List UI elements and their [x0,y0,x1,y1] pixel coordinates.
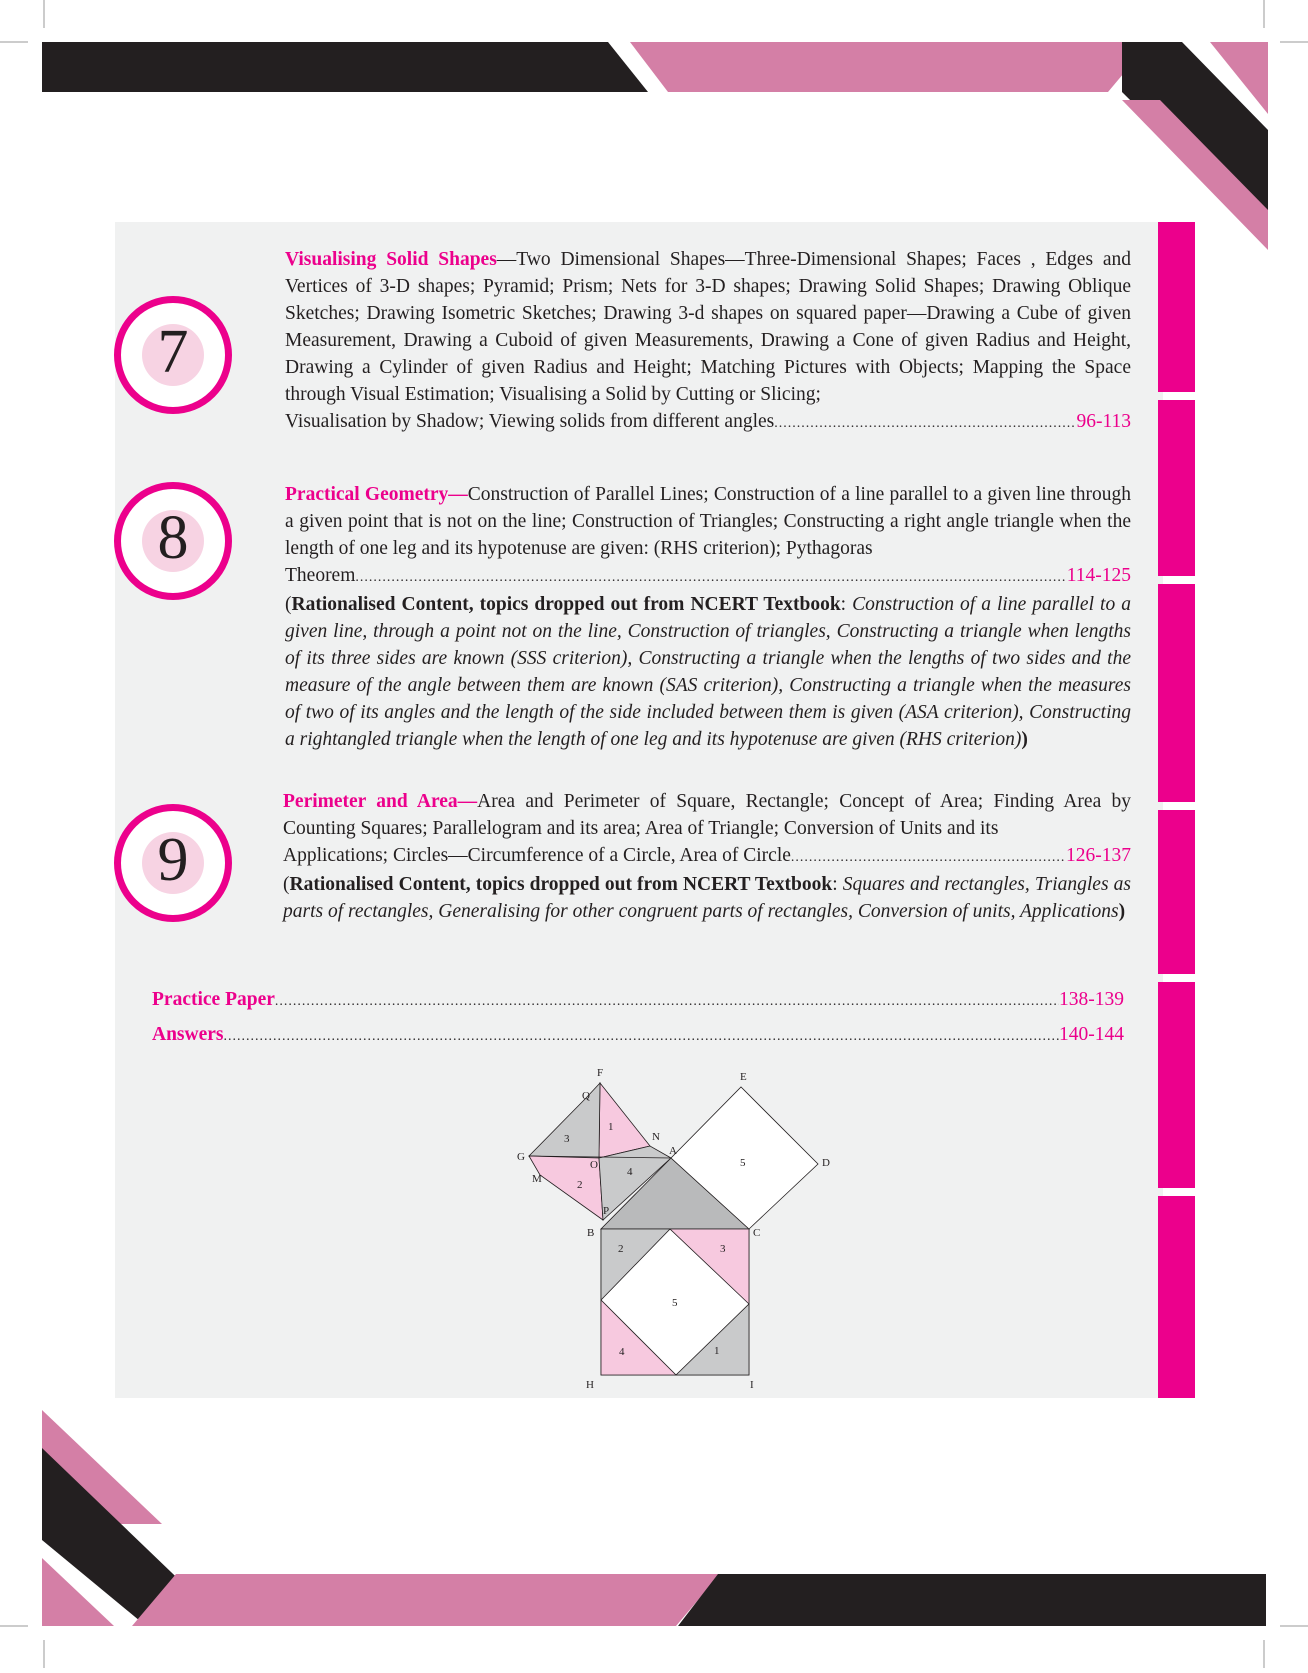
note-label: Rationalised Content, topics dropped out from NCERT Textbook [289,874,833,895]
label-n: N [652,1131,660,1143]
note-text: Construction of a line parallel to a given line, through a point not on the line, Construction of triangles, Constructing a triangle when lengths of its three sides are known (SSS criterion), Constructing a triangle when the lengths of two sides and the measure of the angle between them are known (SAS criterion), Constructing a triangle when the measures of two of its angles and the length of the side included between them is given (ASA criterion), Constructing a rightangled triangle when the length of one leg and its hypotenuse are given (RHS criterion) [285,594,1131,750]
label-h: H [586,1379,594,1391]
top-banner-pink [630,42,1150,92]
piece-number: 4 [619,1346,625,1358]
label-f: F [597,1067,604,1079]
label-p: P [603,1205,610,1217]
chapter-number-badge [114,482,232,600]
note-close: ) [1118,901,1126,922]
chapter-topics: Two Dimensional Shapes—Three-Dimensional Shapes; Faces , Edges and Vertices of 3-D shapes; Pyramid; Prism; Nets for 3-D shapes; Drawing Solid Shapes; Drawing Oblique Sketches; Drawing Isometric Sketches; Drawing 3-d shapes on squared paper—Drawing a Cube of given Measurement, Drawing a Cuboid of given Measurements, Drawing a Cone of given Radius and Height, Drawing a Cylinder of given Radius and Height; Matching Pictures with Objects; Mapping the Space through Visual Estimation; Visualising a Solid by Cutting or Slicing; [285,249,1131,405]
page-range[interactable]: 126-137 [1066,845,1131,866]
piece-number: 5 [672,1297,678,1309]
rationalised-note [283,871,1131,925]
piece-number: 1 [714,1345,720,1357]
note-label: Rationalised Content, topics dropped out from NCERT Textbook [291,594,841,615]
note-text: Squares and rectangles, Triangles as parts of rectangles, Generalising for other congruent parts of rectangles, Conversion of units, Applications [283,874,1131,922]
chapter-topics-last: Theorem [285,565,356,586]
top-banner-dark [42,42,648,92]
chapter-entry[interactable] [283,788,1131,925]
piece-number: 4 [627,1166,633,1178]
leader-dots [275,988,1059,1015]
label-b: B [587,1227,595,1239]
toc-entry-title[interactable]: Practice Paper [152,989,275,1010]
side-tab [1158,810,1195,974]
chapter-topics-last: Visualisation by Shadow; Viewing solids from different angles [285,411,775,432]
label-m: M [532,1173,542,1185]
toc-entry-title[interactable]: Answers [152,1024,224,1045]
chapter-title[interactable]: Perimeter and Area— [283,791,478,812]
piece-number: 2 [577,1179,583,1191]
piece-number: 3 [720,1243,726,1255]
chapter-entry[interactable] [285,481,1131,753]
chapter-number: 9 [157,826,189,894]
page-range[interactable]: 114-125 [1066,565,1131,586]
side-tab [1158,584,1195,802]
note-open: ( [283,874,290,895]
page-ref-line [285,408,1131,437]
note-open: ( [285,594,292,615]
chapter-number: 7 [157,318,189,386]
piece-number: 1 [608,1121,614,1133]
rationalised-note [285,591,1131,753]
label-i: I [750,1379,754,1391]
toc-entry-practice-paper[interactable] [152,986,1124,1015]
page-range[interactable]: 140-144 [1059,1024,1124,1045]
piece-number: 5 [740,1157,746,1169]
chapter-number: 8 [157,504,189,572]
side-tab [1158,222,1195,392]
piece-number: 3 [564,1133,570,1145]
label-g: G [517,1151,525,1163]
note-colon: : [840,594,853,615]
toc-entry-answers[interactable] [152,1021,1124,1050]
label-o: O [590,1159,598,1171]
title-separator: — [496,249,517,270]
pythagoras-diagram [500,1060,860,1400]
bottom-banner [0,1400,1308,1668]
page-range[interactable]: 96-113 [1076,411,1131,432]
chapter-title[interactable]: Visualising Solid Shapes [285,249,497,270]
leader-dots [774,410,1076,437]
chapter-topics-last: Applications; Circles—Circumference of a Circle, Area of Circle [283,845,791,866]
page-range[interactable]: 138-139 [1059,989,1124,1010]
page-ref-line [285,562,1131,591]
side-tab [1158,400,1195,576]
page-ref-line [283,842,1131,871]
side-tab [1158,982,1195,1188]
bottom-banner-pink [132,1574,720,1626]
note-colon: : [832,874,843,895]
leader-dots [355,564,1066,591]
note-close: ) [1021,729,1028,750]
bottom-banner-dark [678,1574,1266,1626]
label-q: Q [582,1090,590,1102]
piece-1 [599,1083,650,1158]
piece-number: 2 [618,1243,624,1255]
chapter-title[interactable]: Practical Geometry— [285,484,468,505]
chapter-entry[interactable] [285,246,1131,437]
top-banner [0,0,1308,260]
chapter-number-badge [114,296,232,414]
chapter-topics: Area and Perimeter of Square, Rectangle; Concept of Area; Finding Area by Counting Squares; Parallelogram and its area; Area of Triangle; Conversion of Units and its [283,791,1131,839]
chapter-number-badge [114,804,232,922]
label-c: C [753,1227,761,1239]
side-tab [1158,1196,1195,1398]
label-d: D [822,1157,830,1169]
label-e: E [740,1071,747,1083]
leader-dots [224,1023,1060,1050]
leader-dots [791,844,1066,871]
label-a: A [669,1145,677,1157]
chapter-topics: Construction of Parallel Lines; Construction of a line parallel to a given line through a given point that is not on the line; Construction of Triangles; Constructing a right angle triangle when the length of one leg and its hypotenuse are given: (RHS criterion); Pythagoras [285,484,1132,559]
